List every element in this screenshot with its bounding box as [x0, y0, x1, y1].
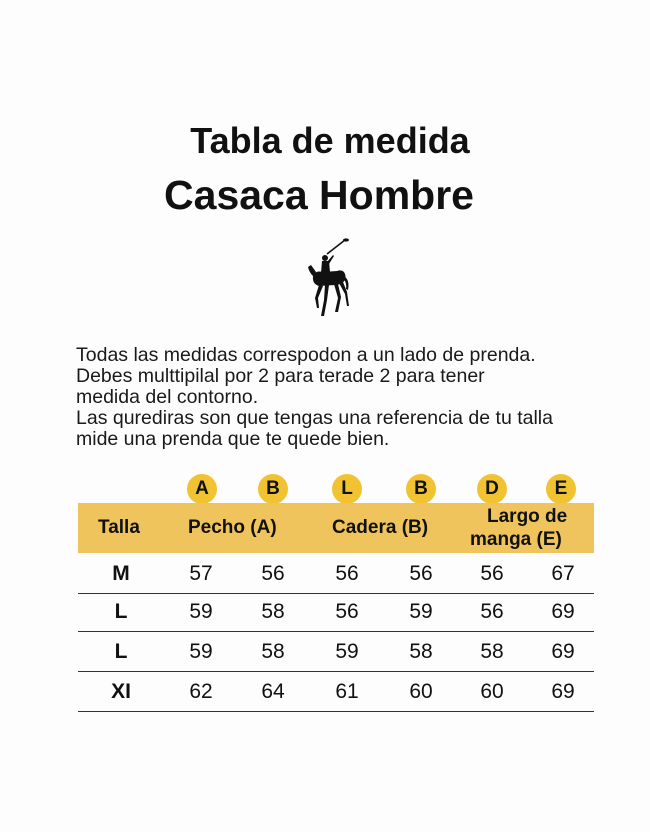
header-hip: Cadera (B) [332, 517, 429, 538]
intro-line: Debes multtipilal por 2 para terade 2 para tener [76, 365, 485, 387]
table-header [78, 503, 594, 553]
sleeve-d-cell: 58 [480, 640, 504, 663]
column-letter-badge: E [546, 474, 576, 504]
hip-l-cell: 61 [335, 680, 359, 703]
header-sleeve-line2: manga (E) [470, 529, 562, 550]
header-size: Talla [98, 517, 140, 538]
intro-line: mide una prenda que te quede bien. [76, 428, 390, 450]
product-title: Casaca Hombre [164, 172, 474, 218]
size-cell: L [114, 600, 128, 623]
sleeve-d-cell: 56 [480, 562, 504, 585]
column-letter-badge: B [258, 474, 288, 504]
table-row [78, 634, 594, 672]
column-letter-badge: L [332, 474, 362, 504]
intro-line: Todas las medidas correspodon a un lado de prenda. [76, 344, 536, 366]
chest-b-cell: 64 [261, 680, 285, 703]
intro-line: medida del contorno. [76, 386, 259, 408]
table-row [78, 594, 594, 632]
polo-player-icon [305, 236, 351, 326]
hip-b-cell: 59 [409, 600, 433, 623]
intro-line: Las qurediras son que tengas una referencia de tu talla [76, 407, 553, 429]
sleeve-d-cell: 56 [480, 600, 504, 623]
header-sleeve-line1: Largo de [487, 506, 568, 527]
hip-l-cell: 56 [335, 600, 359, 623]
size-cell: XI [111, 680, 131, 703]
chest-b-cell: 58 [261, 640, 285, 663]
table-row [78, 556, 594, 594]
row-divider [78, 711, 594, 712]
page-title: Tabla de medida [190, 120, 470, 161]
hip-b-cell: 56 [409, 562, 433, 585]
sleeve-e-cell: 69 [551, 600, 575, 623]
chest-a-cell: 62 [189, 680, 213, 703]
hip-b-cell: 58 [409, 640, 433, 663]
chest-a-cell: 57 [189, 562, 213, 585]
hip-l-cell: 59 [335, 640, 359, 663]
sleeve-e-cell: 69 [551, 680, 575, 703]
table-row [78, 674, 594, 712]
hip-b-cell: 60 [409, 680, 433, 703]
chest-b-cell: 56 [261, 562, 285, 585]
hip-l-cell: 56 [335, 562, 359, 585]
sleeve-e-cell: 67 [551, 562, 575, 585]
column-letter-badge: D [477, 474, 507, 504]
chest-a-cell: 59 [189, 600, 213, 623]
column-letter-badge: A [187, 474, 217, 504]
sleeve-e-cell: 69 [551, 640, 575, 663]
chest-b-cell: 58 [261, 600, 285, 623]
row-divider [78, 631, 594, 632]
size-cell: M [112, 562, 130, 585]
sleeve-d-cell: 60 [480, 680, 504, 703]
row-divider [78, 671, 594, 672]
intro-text [76, 345, 616, 450]
header-chest: Pecho (A) [188, 517, 277, 538]
column-letter-badge: B [406, 474, 436, 504]
chest-a-cell: 59 [189, 640, 213, 663]
size-cell: L [114, 640, 128, 663]
